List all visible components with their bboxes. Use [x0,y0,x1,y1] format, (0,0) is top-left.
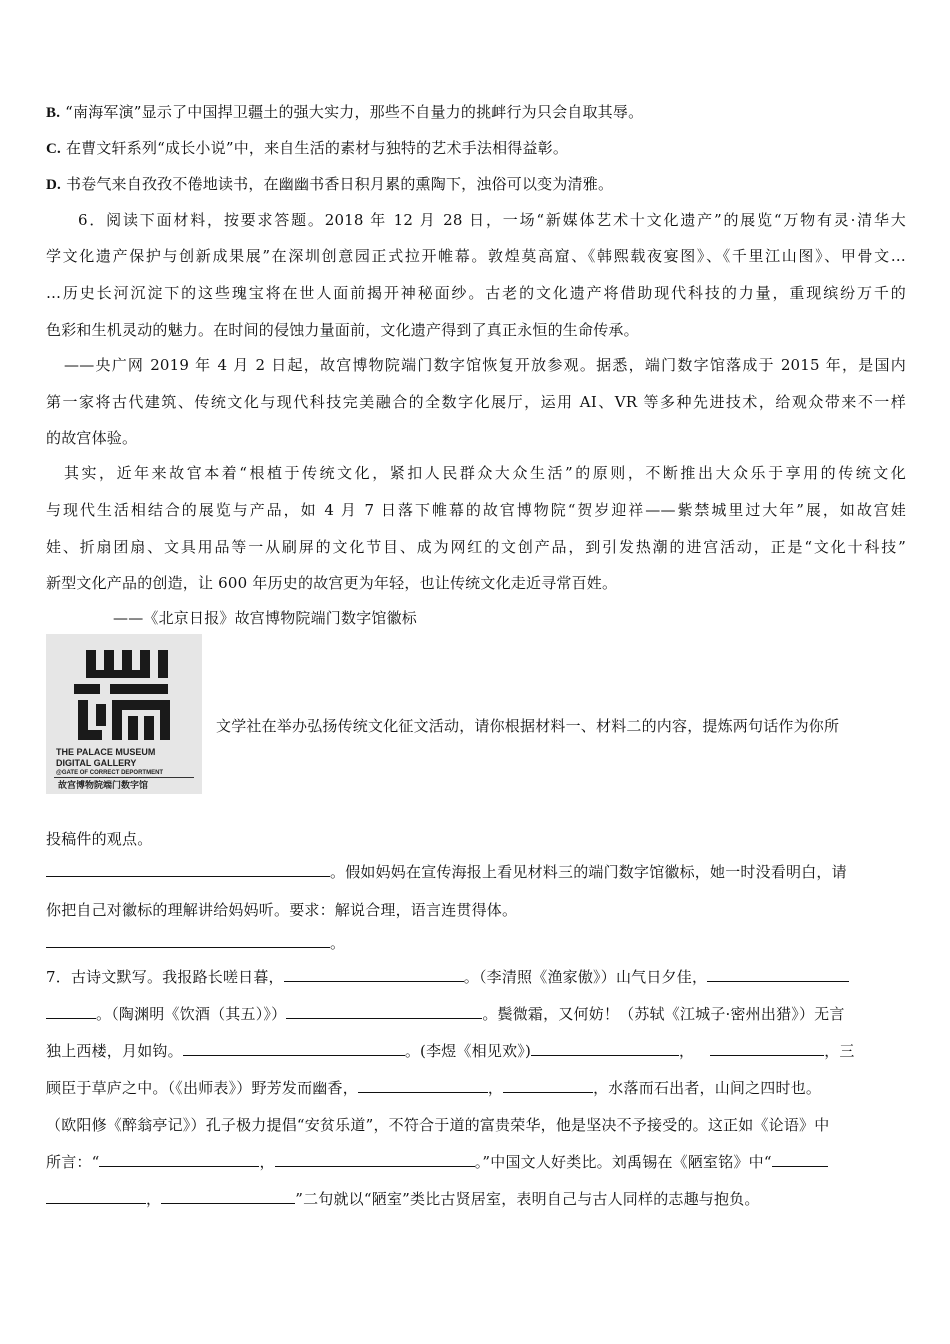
q6-p1-line: …历史长河沉淀下的这些瑰宝将在世人面前揭开神秘面纱。古老的文化遗产将借助现代科技的力量，重现缤纷万千的 [46,284,906,302]
q6-p2-line: ——央广网 2019 年 4 月 2 日起，故宫博物院端门数字馆恢复开放参观。据悉，端门数字馆落成于 2015 年，是国内 [64,356,906,374]
q7-line [46,1041,906,1061]
q7-text: ， [487,1079,504,1097]
q7-line: （欧阳修《醉翁亭记》）孔子极力提倡“安贫乐道”，不符合于道的富贵荣华，他是坚决不予接受的。这正如《论语》中 [46,1116,830,1134]
option-text: “南海军演”显示了中国捍卫疆土的强大实力，那些不自量力的挑衅行为只会自取其辱。 [65,103,644,121]
q7-text: 。（陶渊明《饮酒（其五）》） [96,1005,287,1023]
answer-blank[interactable] [358,1078,488,1093]
option-label: D. [46,177,61,193]
material-source: ——《北京日报》故宫博物院端门数字馆徽标 [113,609,418,627]
q7-line [46,967,906,987]
option-label: C. [46,141,61,157]
q7-text: 顾臣于草庐之中。（《出师表》）野芳发而幽香， [46,1079,358,1097]
q7-text: ， [679,1042,695,1060]
q7-line [46,1004,906,1024]
option-b [46,102,906,123]
logo-en-line2: DIGITAL GALLERY [56,758,137,768]
answer-blank[interactable] [284,967,464,982]
answer-blank[interactable] [275,1152,475,1167]
answer-blank[interactable] [46,1004,96,1019]
q6-p3-line: 新型文化产品的创造，让 600 年历史的故宫更为年轻，也让传统文化走近寻常百姓。 [46,574,618,592]
q7-text: 。（李清照《渔家傲》）山气日夕佳， [463,968,708,986]
answer-blank[interactable] [183,1041,405,1056]
q7-text: ， [259,1153,275,1171]
q6-p2-line: 第一家将古代建筑、传统文化与现代科技完美融合的全数字化展厅，运用 AI、VR 等多种先进技术，给观众带来不一样 [46,393,906,411]
q6-answer-row [46,862,906,882]
q6-p3-line: 其实，近年来故官本着“根植于传统文化，紧扣人民群众大众生活”的原则，不断推出大众乐于享用的传统文化 [64,464,906,482]
answer-blank[interactable] [99,1152,259,1167]
q7-text: ， [146,1190,162,1208]
answer-blank[interactable] [531,1041,679,1056]
q6-prompt-text: 。 [330,934,346,952]
q6-p3-line: 与现代生活相结合的展览与产品，如 4 月 7 日落下帷幕的故官博物院“贺岁迎祥——紫禁城里过大年”展，如故宫娃 [46,501,906,519]
answer-blank[interactable] [772,1152,828,1167]
option-label: B. [46,105,61,121]
q6-p1-line: 色彩和生机灵动的魅力。在时间的侵蚀力量面前，文化遗产得到了真正永恒的生命传承。 [46,321,639,339]
option-c [46,138,906,159]
logo-en-line1: THE PALACE MUSEUM [56,747,156,757]
q6-prompt-text: 。假如妈妈在宣传海报上看见材料三的端门数字馆徽标，她一时没看明白，请 [330,863,847,881]
q7-line [46,1152,906,1172]
answer-blank[interactable] [503,1078,593,1093]
answer-blank[interactable] [707,967,849,982]
q7-text: 。”中国文人好类比。刘禹锡在《陋室铭》中“ [474,1153,772,1171]
answer-blank[interactable] [710,1041,824,1056]
answer-blank[interactable] [46,1189,146,1204]
q7-line [46,1078,906,1098]
logo-en-line3: @GATE OF CORRECT DEPORTMENT [56,770,164,776]
q6-prompt: 投稿件的观点。 [46,830,153,848]
q6-p2-line: 的故宫体验。 [46,429,138,447]
option-text: 在曹文轩系列“成长小说”中，来自生活的素材与独特的艺术手法相得益彰。 [65,139,569,157]
q6-answer-row [46,933,906,953]
q6-p1-line: 学文化遗产保护与创新成果展”在深圳创意园正式拉开帷幕。敦煌莫高窟、《韩熙载夜宴图》、《千里江山图》、甲骨文… [46,247,906,265]
answer-blank[interactable] [286,1004,482,1019]
q7-line [46,1189,906,1209]
answer-blank[interactable] [46,933,330,948]
q6-p3-line: 娃、折扇团扇、文具用品等一从刷屏的文化节目、成为网红的文创产品，到引发热潮的进宫活动，正是“文化十科技” [46,538,906,556]
q7-text: 所言：“ [46,1153,100,1171]
q7-text: 。鬓微霜，又何妨！（苏轼《江城子·密州出猎》）无言 [482,1005,845,1023]
option-text: 书卷气来自孜孜不倦地读书，在幽幽书香日积月累的熏陶下，浊俗可以变为清雅。 [65,175,614,193]
q6-prompt: 你把自己对徽标的理解讲给妈妈听。要求：解说合理，语言连贯得体。 [46,901,518,919]
q7-text: 7．古诗文默写。我报路长嗟日暮， [46,968,284,986]
answer-blank[interactable] [46,862,330,877]
answer-blank[interactable] [161,1189,295,1204]
q7-text: 。(李煜《相见欢》) [404,1042,532,1060]
option-d [46,174,906,195]
q7-text: ，三 [824,1042,855,1060]
q7-text: ”二句就以“陋室”类比古贤居室，表明自己与古人同样的志趣与抱负。 [295,1190,760,1208]
logo-cn-text: 故宫博物院端门数字馆 [58,781,149,791]
palace-museum-logo [46,634,202,794]
q7-text: 独上西楼，月如钩。 [46,1042,183,1060]
q6-prompt: 文学社在举办弘扬传统文化征文活动，请你根据材料一、材料二的内容，提炼两句话作为你所 [216,717,840,735]
logo-emblem-icon [46,634,202,794]
q7-text: ，水落而石出者，山间之四时也。 [593,1079,822,1097]
q6-p1-line: 6．阅读下面材料，按要求答题。2018 年 12 月 28 日，一场“新媒体艺术十文化遗产”的展览“万物有灵·清华大 [78,211,906,229]
